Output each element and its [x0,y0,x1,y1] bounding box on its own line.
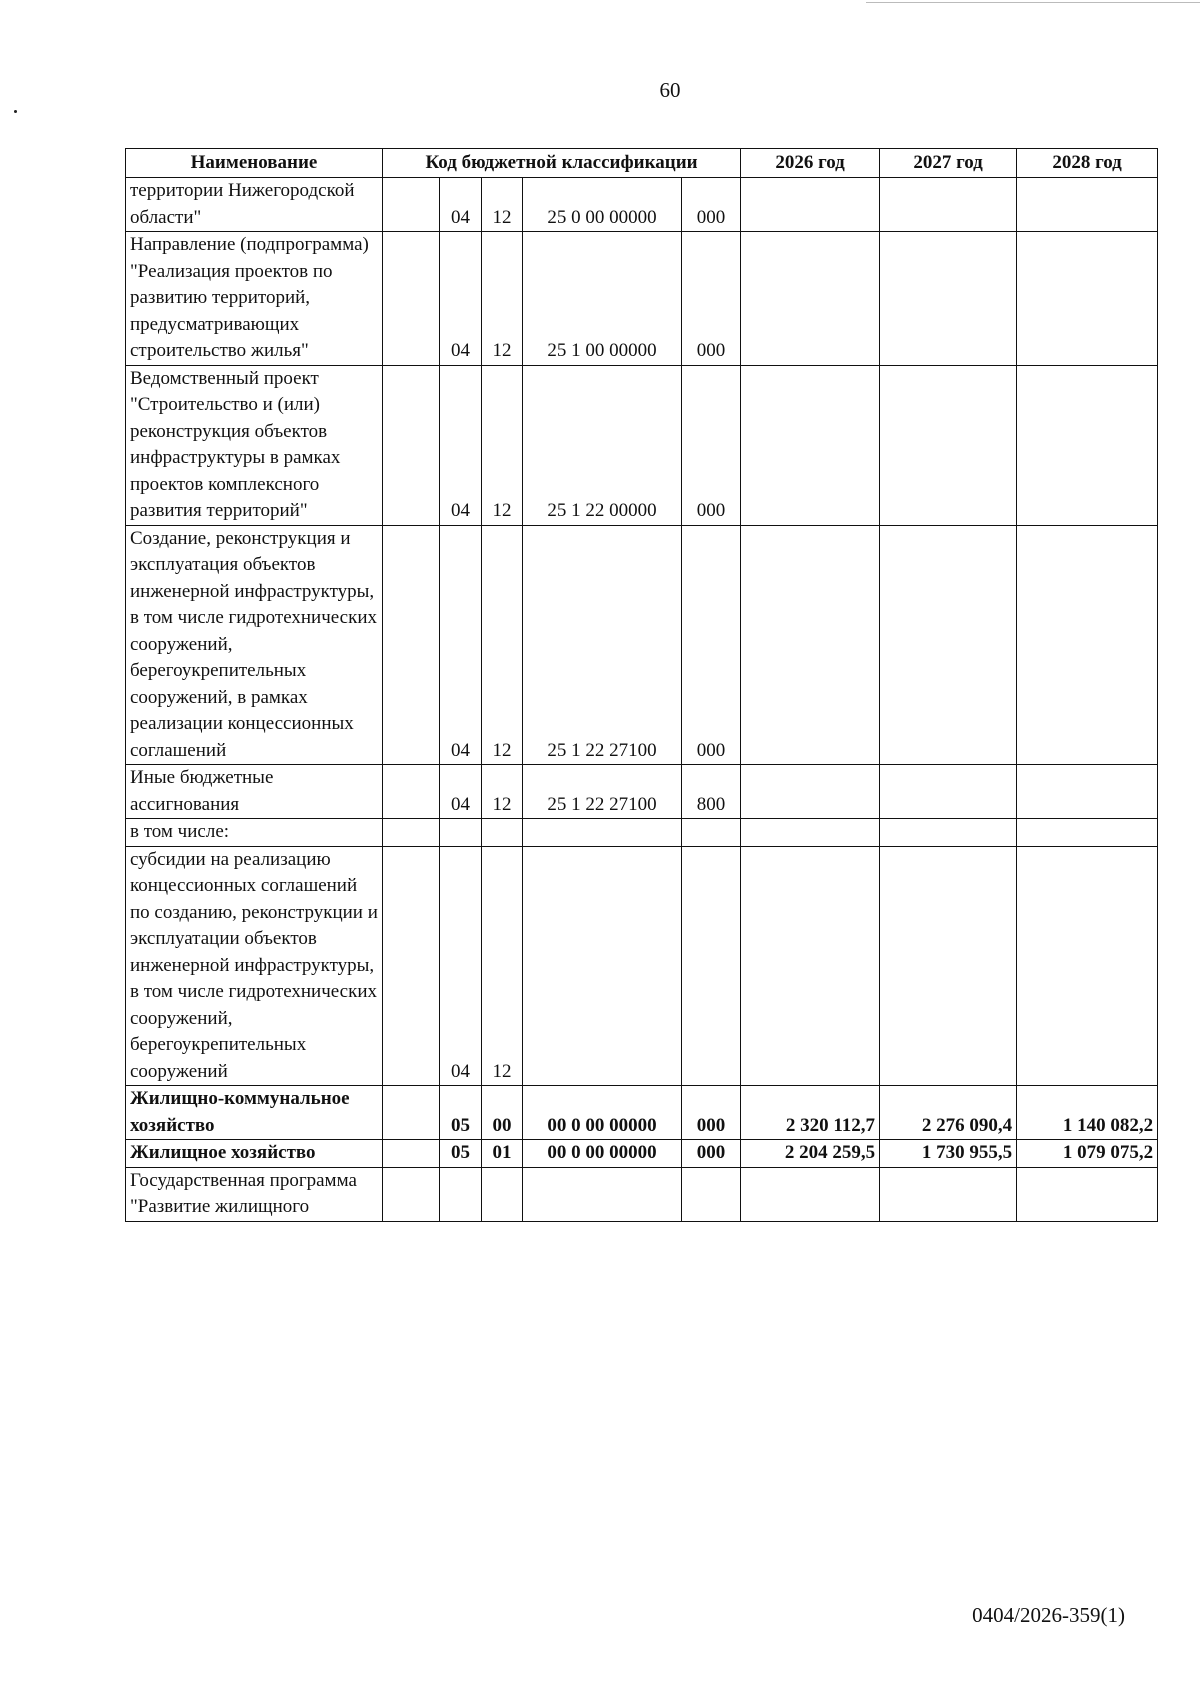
row-name: Создание, реконструкция и эксплуатация объектов инженерной инфраструктуры, в том числе гидротехнических сооружений, берегоукрепительных сооружений, в рамках реализации концессионных соглашений [126,525,383,765]
row-expense-type: 800 [682,765,741,819]
row-name: в том числе: [126,819,383,847]
row-value-2026: 2 320 112,7 [741,1086,880,1140]
document-code: 0404/2026-359(1) [972,1603,1125,1627]
table-row [126,1086,1158,1140]
row-name: Направление (подпрограмма) "Реализация проектов по развитию территорий, предусматривающих строительство жилья" [126,232,383,366]
row-subsection: 12 [482,765,523,819]
row-expense-type: 000 [682,232,741,366]
row-value-2027: 1 730 955,5 [880,1140,1017,1168]
row-value-2028 [1017,525,1158,765]
row-subsection: 12 [482,525,523,765]
row-section: 04 [440,232,482,366]
table-row [126,1140,1158,1168]
row-subsection: 12 [482,232,523,366]
row-expense-type: 000 [682,178,741,232]
table-row [126,819,1158,847]
row-value-2027 [880,819,1017,847]
row-target-code: 25 1 22 00000 [523,365,682,525]
row-section: 04 [440,765,482,819]
row-value-2026 [741,178,880,232]
row-value-2027 [880,365,1017,525]
row-section: 05 [440,1086,482,1140]
row-value-2026 [741,365,880,525]
scan-edge-line [866,2,1200,3]
row-section: 04 [440,846,482,1086]
row-name: Жилищное хозяйство [126,1140,383,1168]
row-section: 04 [440,365,482,525]
row-value-2027 [880,1167,1017,1221]
row-value-2026: 2 204 259,5 [741,1140,880,1168]
row-empty-cell [383,846,440,1086]
row-empty-cell [383,1167,440,1221]
row-value-2028 [1017,178,1158,232]
row-target-code: 25 1 22 27100 [523,525,682,765]
row-expense-type [682,846,741,1086]
header-2028: 2028 год [1017,149,1158,178]
row-target-code [523,846,682,1086]
row-subsection: 12 [482,178,523,232]
row-target-code: 25 0 00 00000 [523,178,682,232]
row-target-code: 25 1 00 00000 [523,232,682,366]
row-value-2026 [741,1167,880,1221]
row-value-2026 [741,525,880,765]
row-empty-cell [383,365,440,525]
row-section: 05 [440,1140,482,1168]
table-row [126,178,1158,232]
row-empty-cell [383,178,440,232]
table-row [126,525,1158,765]
row-section [440,819,482,847]
row-empty-cell [383,819,440,847]
row-target-code: 00 0 00 00000 [523,1086,682,1140]
row-value-2027: 2 276 090,4 [880,1086,1017,1140]
row-name: субсидии на реализацию концессионных соглашений по созданию, реконструкции и эксплуатации объектов инженерной инфраструктуры, в том числе гидротехнических сооружений, берегоукрепительных сооружений [126,846,383,1086]
row-section [440,1167,482,1221]
row-expense-type: 000 [682,1086,741,1140]
row-expense-type: 000 [682,525,741,765]
row-target-code [523,819,682,847]
row-subsection [482,819,523,847]
row-empty-cell [383,765,440,819]
row-name: Государственная программа "Развитие жилищного [126,1167,383,1221]
row-value-2027 [880,525,1017,765]
row-subsection: 01 [482,1140,523,1168]
row-value-2027 [880,846,1017,1086]
row-subsection: 00 [482,1086,523,1140]
row-empty-cell [383,525,440,765]
row-empty-cell [383,232,440,366]
page-number: 60 [659,78,681,102]
row-value-2028: 1 079 075,2 [1017,1140,1158,1168]
row-value-2028: 1 140 082,2 [1017,1086,1158,1140]
row-empty-cell [383,1086,440,1140]
header-2027: 2027 год [880,149,1017,178]
row-empty-cell [383,1140,440,1168]
row-section: 04 [440,178,482,232]
row-subsection: 12 [482,846,523,1086]
header-2026: 2026 год [741,149,880,178]
row-target-code: 00 0 00 00000 [523,1140,682,1168]
header-code: Код бюджетной классификации [383,149,741,178]
row-expense-type [682,819,741,847]
row-value-2026 [741,819,880,847]
row-value-2027 [880,232,1017,366]
row-value-2028 [1017,765,1158,819]
row-value-2028 [1017,846,1158,1086]
row-value-2028 [1017,1167,1158,1221]
row-value-2026 [741,846,880,1086]
row-value-2028 [1017,819,1158,847]
row-name: территории Нижегородской области" [126,178,383,232]
row-name: Жилищно-коммунальное хозяйство [126,1086,383,1140]
budget-table [125,148,1158,1222]
row-name: Иные бюджетные ассигнования [126,765,383,819]
table-row [126,365,1158,525]
header-name: Наименование [126,149,383,178]
row-subsection [482,1167,523,1221]
row-expense-type: 000 [682,1140,741,1168]
row-expense-type: 000 [682,365,741,525]
table-row [126,1167,1158,1221]
row-value-2026 [741,232,880,366]
table-header-row [126,149,1158,178]
row-value-2027 [880,765,1017,819]
table-row [126,846,1158,1086]
row-value-2026 [741,765,880,819]
row-target-code [523,1167,682,1221]
row-value-2028 [1017,232,1158,366]
row-expense-type [682,1167,741,1221]
row-subsection: 12 [482,365,523,525]
table-row [126,232,1158,366]
row-value-2028 [1017,365,1158,525]
scan-dot [14,110,17,113]
row-value-2027 [880,178,1017,232]
row-name: Ведомственный проект "Строительство и (или) реконструкция объектов инфраструктуры в рамках проектов комплексного развития территорий" [126,365,383,525]
row-target-code: 25 1 22 27100 [523,765,682,819]
table-row [126,765,1158,819]
row-section: 04 [440,525,482,765]
